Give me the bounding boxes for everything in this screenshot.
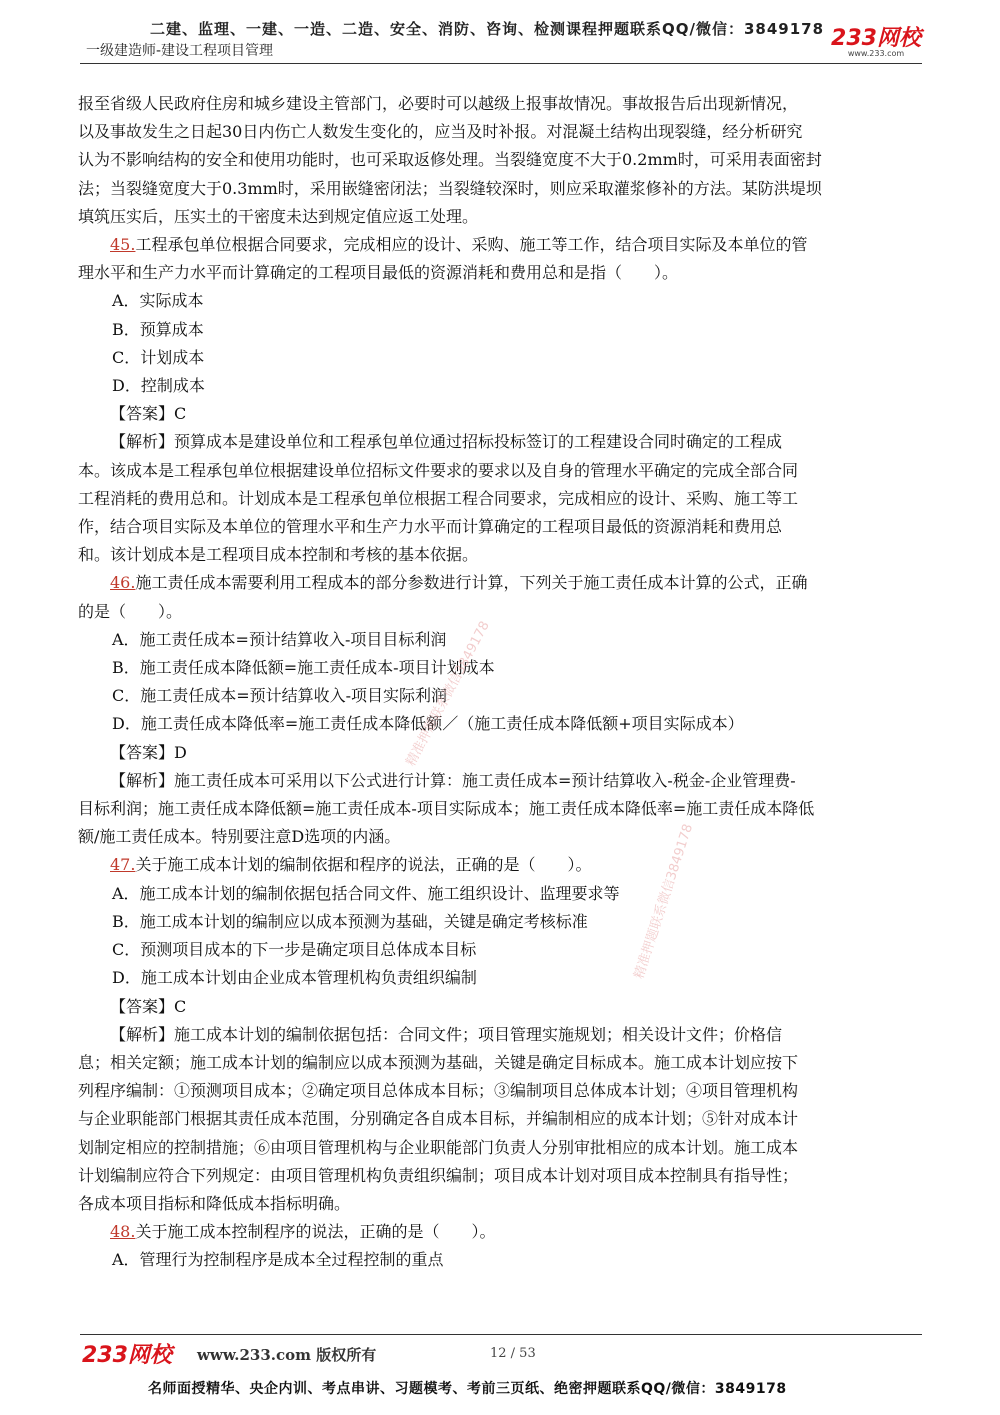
question-stem-cont: 的是（ ）。 [78,601,183,621]
analysis: 【解析】施工责任成本可采用以下公式进行计算：施工责任成本=预计结算收入-税金-企业管理费- [110,770,796,790]
top-banner: 二建、监理、一建、一造、二造、安全、消防、咨询、检测课程押题联系QQ/微信：3849178 [150,20,825,38]
logo-url: www.233.com [847,49,905,58]
text-line: 报至省级人民政府住房和城乡建设主管部门，必要时可以越级上报事故情况。事故报告后出现新情况， [78,94,799,113]
question-stem: 46.施工责任成本需要利用工程成本的部分参数进行计算，下列关于施工责任成本计算的公式，正确 [110,573,808,593]
option-b: B．预算成本 [112,319,204,339]
text-line: 作，结合项目实际及本单位的管理水平和生产力水平而计算确定的工程项目最低的资源消耗和费用总 [78,517,783,537]
analysis: 【解析】施工成本计划的编制依据包括：合同文件；项目管理实施规划；相关设计文件；价格信 [110,1024,783,1044]
watermark: 精准押题联系微信3849178 [403,618,493,769]
text-line: 法；当裂缝宽度大于0.3mm时，采用嵌缝密闭法；当裂缝较深时，则应采取灌浆修补的方法。某防洪堤坝 [78,178,822,198]
text-line: 工程消耗的费用总和。计划成本是工程承包单位根据工程合同要求，完成相应的设计、采购、施工等工 [78,488,799,508]
intro-paragraph [78,90,926,231]
question-stem-cont: 理水平和生产力水平而计算确定的工程项目最低的资源消耗和费用总和是指（ ）。 [78,263,679,283]
answer: 【答案】C [110,404,187,424]
option-d: D．施工成本计划由企业成本管理机构负责组织编制 [112,968,477,988]
answer: 【答案】D [110,742,187,762]
option-b: B．施工责任成本降低额=施工责任成本-项目计划成本 [112,658,495,678]
question-number[interactable]: 45. [110,235,136,255]
document-body [78,90,926,1275]
option-d: D．施工责任成本降低率=施工责任成本降低额／（施工责任成本降低额+项目实际成本） [112,714,744,734]
text-line: 与企业职能部门根据其责任成本范围，分别确定各自成本目标，并编制相应的成本计划；⑤针对成本计 [78,1109,799,1129]
footer-copyright: www.233.com 版权所有 [197,1346,377,1364]
text-line: 各成本项目指标和降低成本指标明确。 [78,1193,351,1213]
question-stem: 47.关于施工成本计划的编制依据和程序的说法，正确的是（ ）。 [110,855,592,875]
question-45 [78,231,926,569]
text-line: 目标利润；施工责任成本降低额=施工责任成本-项目实际成本；施工责任成本降低率=施工责任成本降低 [78,799,815,819]
option-a: A．管理行为控制程序是成本全过程控制的重点 [112,1250,444,1270]
analysis: 【解析】预算成本是建设单位和工程承包单位通过招标投标签订的工程建设合同时确定的工程成 [110,432,783,452]
text-line: 划制定相应的控制措施；⑥由项目管理机构与企业职能部门负责人分别审批相应的成本计划。施工成本 [78,1137,799,1157]
option-c: C．计划成本 [112,347,205,367]
text-line: 和。该计划成本是工程项目成本控制和考核的基本依据。 [78,545,479,565]
option-d: D．控制成本 [112,376,205,396]
option-a: A．施工责任成本=预计结算收入-项目目标利润 [112,629,447,649]
option-a: A．实际成本 [112,291,204,311]
option-c: C．预测项目成本的下一步是确定项目总体成本目标 [112,940,477,960]
question-number[interactable]: 47. [110,855,136,875]
header-divider [80,63,922,64]
text-line: 息；相关定额；施工成本计划的编制应以成本预测为基础，关键是确定目标成本。施工成本计划应按下 [78,1052,799,1072]
text-line: 计划编制应符合下列规定：由项目管理机构负责组织编制；项目成本计划对项目成本控制具有指导性； [78,1165,799,1185]
logo-text: 233网校 [831,26,921,51]
footer-logo[interactable]: 233网校 [82,1343,172,1368]
question-46 [78,569,926,851]
footer-divider [80,1334,922,1335]
question-number[interactable]: 48. [110,1222,136,1242]
text-line: 认为不影响结构的安全和使用功能时，也可采取返修处理。当裂缝宽度不大于0.2mm时，可采用表面密封 [78,150,822,170]
watermark: 精准押题联系微信3849178 [631,822,697,981]
question-stem: 45.工程承包单位根据合同要求，完成相应的设计、采购、施工等工作，结合项目实际及本单位的管 [110,235,808,255]
question-48 [78,1218,926,1274]
text-line: 列程序编制：①预测项目成本；②确定项目总体成本目标；③编制项目总体成本计划；④项目管理机构 [78,1081,799,1101]
brand-logo[interactable] [826,28,926,58]
bottom-banner: 名师面授精华、央企内训、考点串讲、习题模考、考前三页纸、绝密押题联系QQ/微信：3849178 [148,1381,787,1397]
option-a: A．施工成本计划的编制依据包括合同文件、施工组织设计、监理要求等 [112,883,620,903]
text-line: 额/施工责任成本。特别要注意D选项的内涵。 [78,827,401,847]
option-c: C．施工责任成本=预计结算收入-项目实际利润 [112,686,448,706]
document-subtitle: 一级建造师-建设工程项目管理 [86,43,274,59]
question-number[interactable]: 46. [110,573,136,593]
page-number: 12 / 53 [490,1346,536,1361]
text-line: 本。该成本是工程承包单位根据建设单位招标文件要求的要求以及自身的管理水平确定的完成全部合同 [78,460,799,480]
text-line: 以及事故发生之日起30日内伤亡人数发生变化的，应当及时补报。对混凝土结构出现裂缝，经分析研究 [78,122,803,142]
option-b: B．施工成本计划的编制应以成本预测为基础，关键是确定考核标准 [112,911,588,931]
question-47 [78,851,926,1218]
text-line: 填筑压实后，压实土的干密度未达到规定值应返工处理。 [78,206,479,226]
question-stem: 48.关于施工成本控制程序的说法，正确的是（ ）。 [110,1222,496,1242]
answer: 【答案】C [110,996,187,1016]
